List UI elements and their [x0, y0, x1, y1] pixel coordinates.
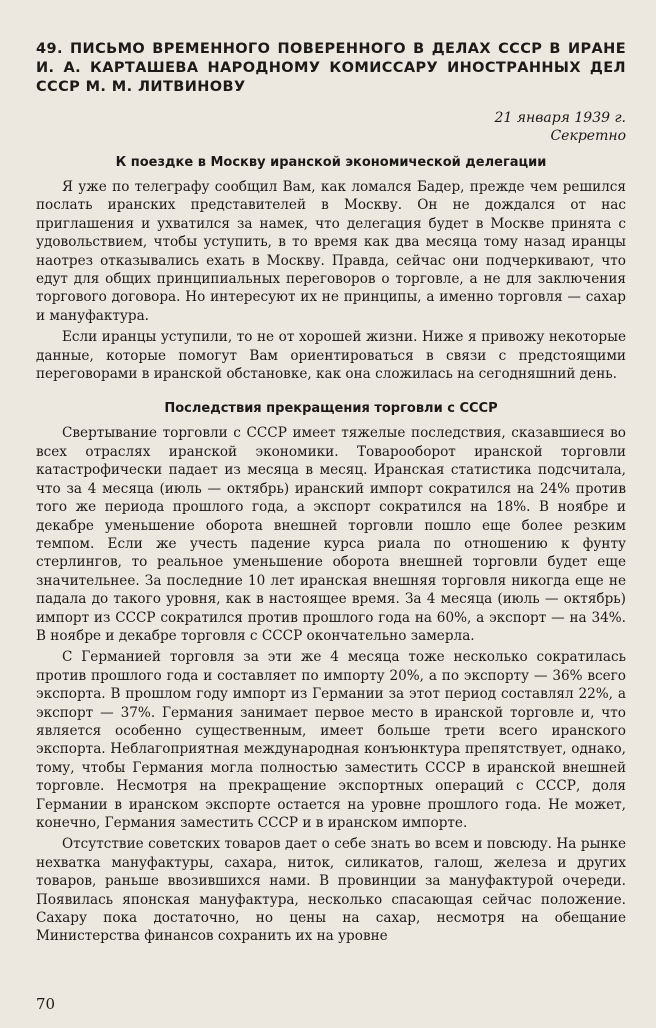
paragraph: Свертывание торговли с СССР имеет тяжелые последствия, сказавшиеся во всех отраслях иранской экономики. Товарооборот иранской торговли катастрофически падает из месяца в месяц. Иранская статистика подсчитала, что за 4 месяца (июль — октябрь) иранский импорт сократился на 24% против того же периода прошлого года, а экспорт сократился на 18%. В ноябре и декабре уменьшение оборота внешней торговли пошло еще более резким темпом. Если же учесть падение курса риала по отношению к фунту стерлингов, то реальное уменьшение оборота внешней торговли будет еще значительнее. За последние 10 лет иранская внешняя торговля никогда еще не падала до такого уровня, как в настоящее время. За 4 месяца (июль — октябрь) импорт из СССР сократился против прошлого года на 60%, а экспорт — на 34%. В ноябре и декабре торговля с СССР окончательно замерла.: [36, 425, 626, 644]
section-heading: К поездке в Москву иранской экономической делегации: [115, 155, 547, 170]
document-meta: [36, 109, 626, 145]
document-title: 49. ПИСЬМО ВРЕМЕННОГО ПОВЕРЕННОГО В ДЕЛАХ СССР В ИРАНЕ И. А. КАРТАШЕВА НАРОДНОМУ КОМИССАРУ ИНОСТРАННЫХ ДЕЛ СССР М. М. ЛИТВИНОВУ: [36, 41, 626, 95]
page-number: 70: [36, 995, 56, 1013]
document-date: 21 января 1939 г.: [494, 110, 626, 126]
section-trade-consequences: [36, 401, 626, 945]
paragraph: Я уже по телеграфу сообщил Вам, как ломался Бадер, прежде чем решился послать иранских представителей в Москву. Он не дождался от нас приглашения и ухватился за намек, что делегация будет в Москве принята с удовольствием, чтобы уступить, в то время как два месяца тому назад иранцы наотрез отказывались ехать в Москву. Правда, сейчас они подчеркивают, что едут для общих принципиальных переговоров о торговле, а не для заключения торгового договора. Но интересуют их не принципы, а именно торговля — сахар и мануфактура.: [36, 179, 626, 324]
section-heading: Последствия прекращения торговли с СССР: [164, 401, 498, 417]
paragraph: С Германией торговля за эти же 4 месяца тоже несколько сократилась против прошлого года и составляет по импорту 20%, а по экспорту — 36% всего экспорта. В прошлом году импорт из Германии за этот период составлял 22%, а экспорт — 37%. Германия занимает первое место в иранской торговле и, что является особенно существенным, имеет больше трети всего иранского экспорта. Неблагоприятная международная конъюнктура препятствует, однако, тому, чтобы Германия могла полностью заместить СССР в иранской внешней торговле. Несмотря на прекращение экспортных операций с СССР, доля Германии в иранском экспорте остается на уровне прошлого года. Не может, конечно, Германия заместить СССР и в иранском импорте.: [36, 649, 626, 831]
section-delegation: [36, 155, 626, 383]
paragraph: Если иранцы уступили, то не от хорошей жизни. Ниже я привожу некоторые данные, которые помогут Вам ориентироваться в связи с предстоящими переговорами в иранской обстановке, как она сложилась на сегодняшний день.: [36, 329, 626, 383]
classification-mark: Секретно: [550, 128, 626, 144]
paragraph: Отсутствие советских товаров дает о себе знать во всем и повсюду. На рынке нехватка мануфактуры, сахара, ниток, силикатов, галош, железа и других товаров, раньше ввозившихся нами. В провинции за мануфактурой очереди. Появилась японская мануфактура, несколько спасающая сейчас положение. Сахару пока достаточно, но цены на сахар, несмотря на обещание Министерства финансов сохранить их на уровне: [36, 836, 626, 945]
